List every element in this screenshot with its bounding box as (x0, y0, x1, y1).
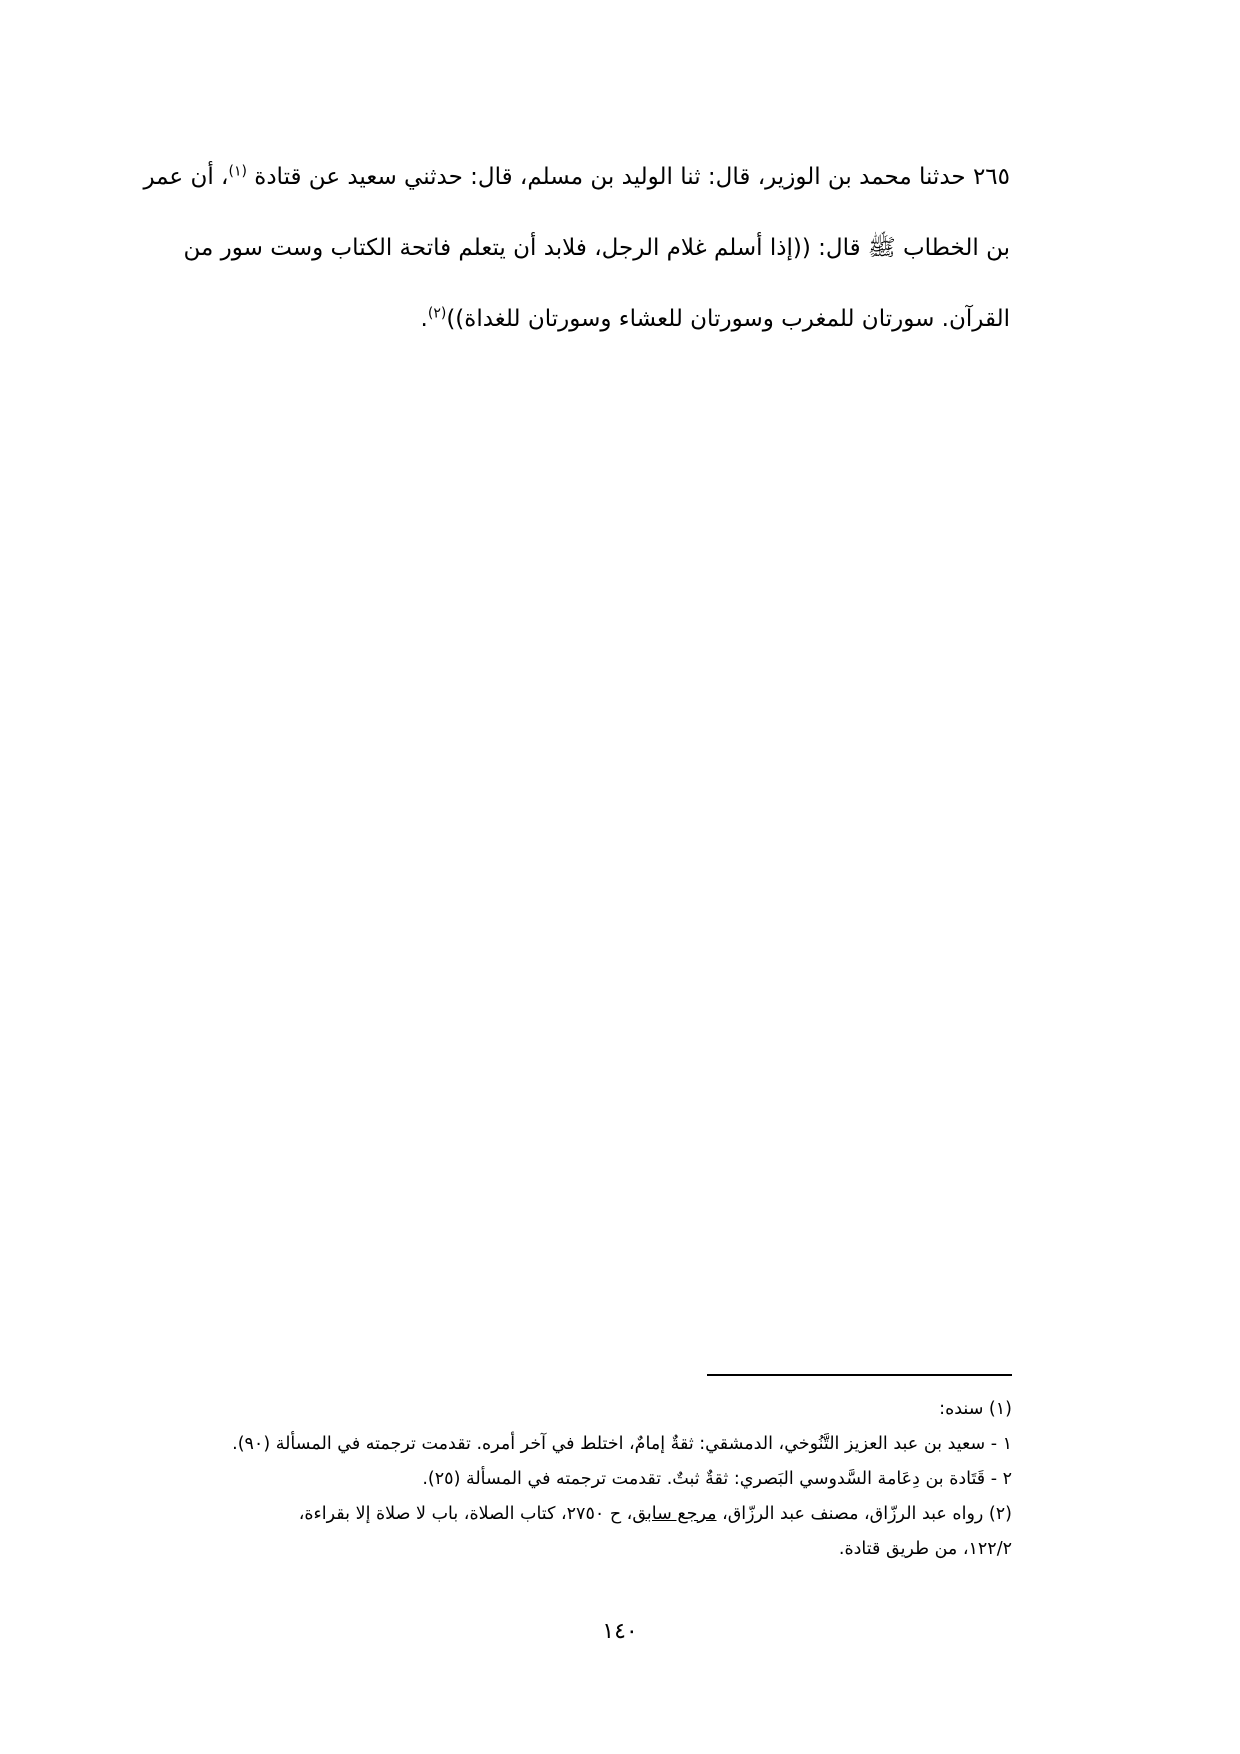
footnote-ref-1[interactable]: (١) (228, 163, 247, 180)
hadith-line-2: بن الخطاب ﷺ قال: ((إذا أسلم غلام الرجل، فلابد أن يتعلم فاتحة الكتاب وست سور من (183, 235, 1010, 261)
footnote-separator (707, 1374, 1012, 1376)
footnote-1-item-2: ٢ - قَتَادة بن دِعَامة السَّدوسي البَصري: ثقةٌ ثبتٌ. تقدمت ترجمته في المسألة (٢٥). (422, 1469, 1012, 1489)
hadith-line-1-text: ٢٦٥ حدثنا محمد بن الوزير، قال: ثنا الوليد بن مسلم، قال: حدثني سعيد عن قتادة (254, 164, 1010, 190)
hadith-line-3 (150, 284, 1010, 355)
footnote-1-heading: (١) سنده: (939, 1399, 1012, 1419)
footnote-ref-2[interactable]: (٢) (427, 305, 447, 322)
footnote-1-item-1: ١ - سعيد بن عبد العزيز التَّنُوخي، الدمشقي: ثقةٌ إمامٌ، اختلط في آخر أمره. تقدمت ترجمته في المسألة (٩٠). (232, 1434, 1012, 1454)
footnote-2-part-2: ، ح ٢٧٥٠، كتاب الصلاة، باب لا صلاة إلا بقراءة، (298, 1504, 633, 1524)
footnote-2-part-1: (٢) رواه عبد الرزّاق، مصنف عبد الرزّاق، (716, 1504, 1012, 1524)
page-number: ١٤٠ (602, 1619, 638, 1644)
hadith-line-1 (143, 142, 1010, 213)
footnote-2-line-2: ١٢٢/٢، من طريق قتادة. (838, 1539, 1012, 1559)
hadith-line-3-text: القرآن. سورتان للمغرب وسورتان للعشاء وسورتان للغداة)) (446, 306, 1010, 332)
footnote-2-line-1 (150, 1497, 1012, 1532)
footnotes-section (150, 1392, 1012, 1567)
hadith-line-1-end: ، أن عمر (143, 164, 229, 190)
hadith-line-3-end: . (420, 306, 428, 332)
hadith-paragraph (143, 142, 1010, 355)
footnote-2-underlined-reference: مرجع سابق (632, 1504, 717, 1524)
